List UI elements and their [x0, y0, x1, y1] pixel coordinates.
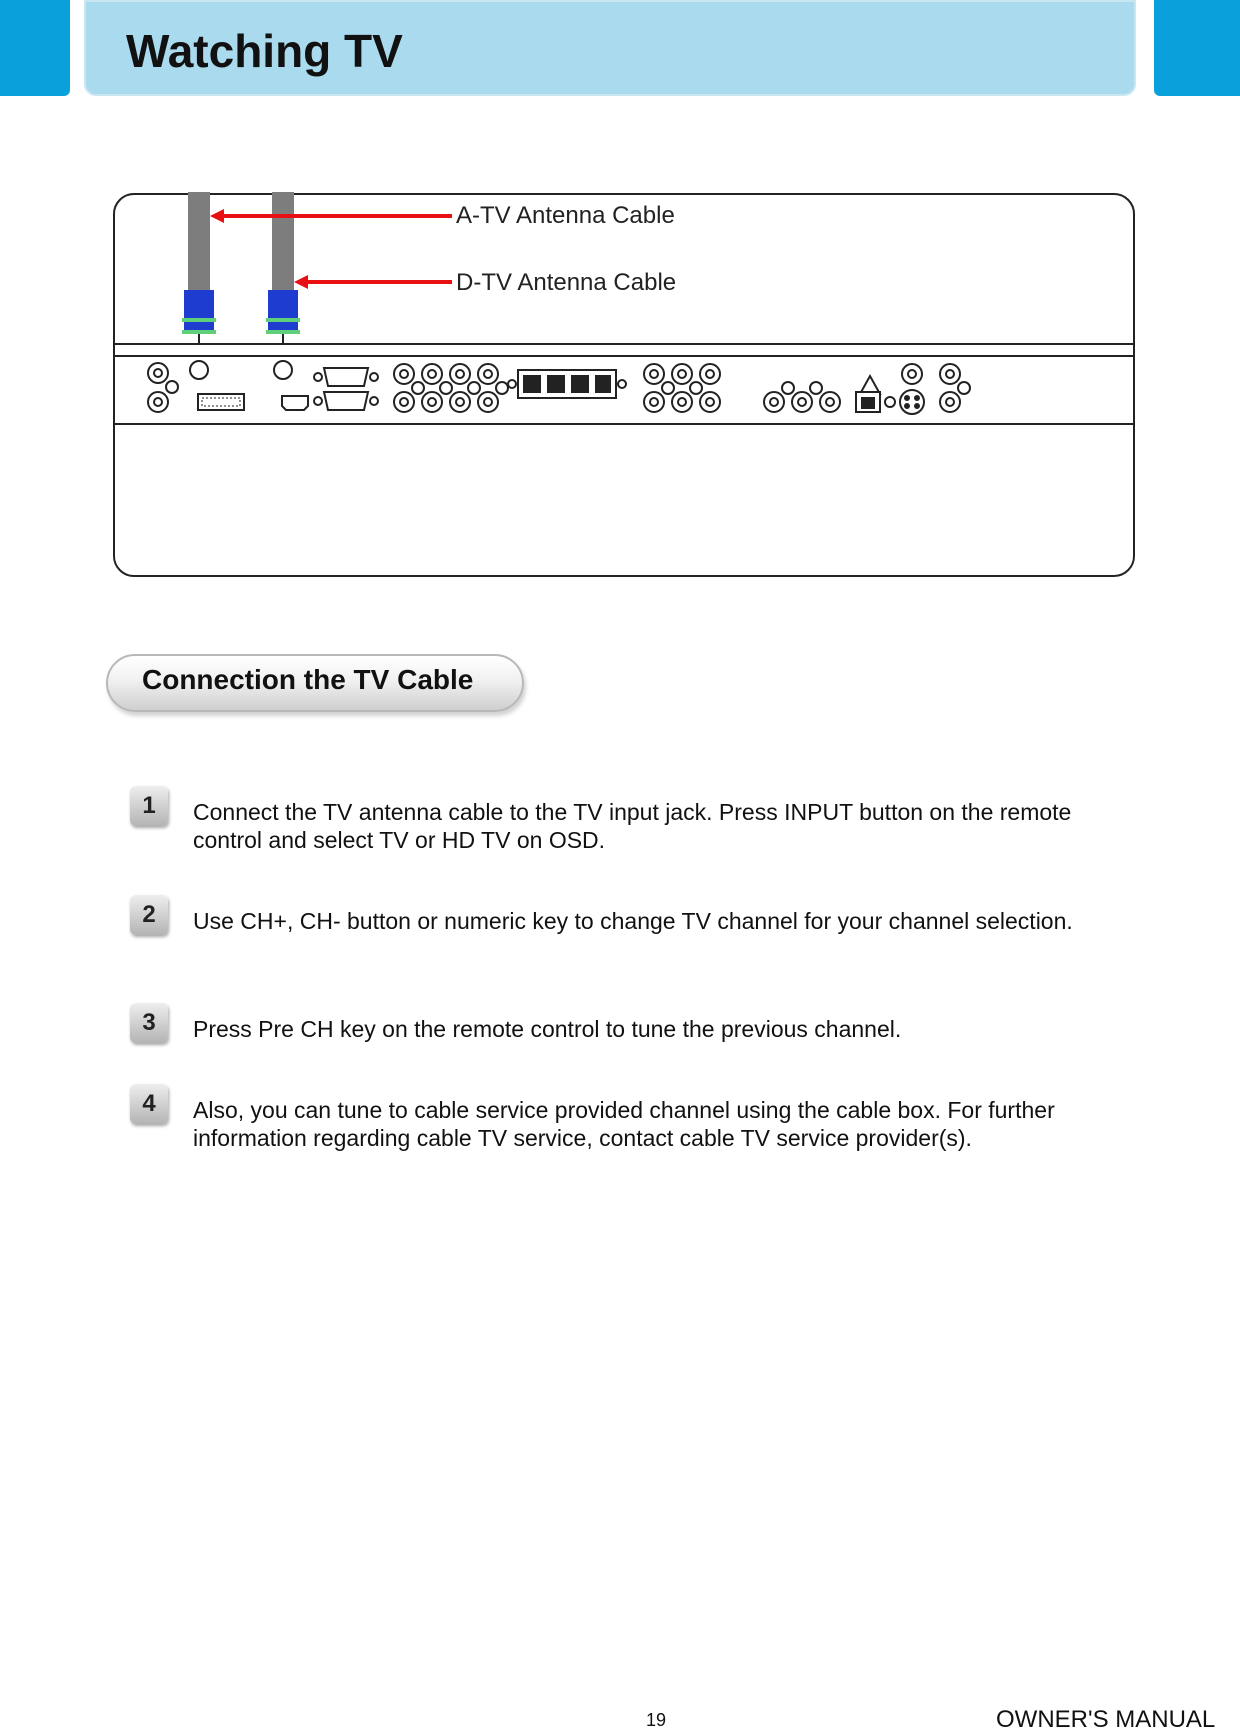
step-number-badge: 3	[130, 1003, 168, 1043]
step-number-badge: 2	[130, 895, 168, 935]
section-heading	[106, 654, 524, 712]
step-text: Connect the TV antenna cable to the TV input jack. Press INPUT button on the remote control and select TV or HD TV on OSD.	[193, 799, 1072, 853]
section-title: Connection the TV Cable	[142, 664, 474, 695]
header-left-tab	[0, 0, 70, 96]
a-tv-connector-ring	[182, 318, 216, 322]
step-number-badge: 1	[130, 786, 168, 826]
d-tv-cable-wire	[272, 192, 294, 290]
d-tv-label: D-TV Antenna Cable	[456, 269, 677, 296]
a-tv-connector-ring-2	[182, 330, 216, 334]
a-tv-connector	[184, 290, 214, 334]
step-text: Also, you can tune to cable service provided channel using the cable box. For further information regarding cable TV service, contact cable TV service provider(s).	[193, 1097, 1055, 1151]
d-tv-jack	[274, 361, 292, 379]
step-text: Press Pre CH key on the remote control to tune the previous channel.	[193, 1016, 902, 1042]
header-right-tab	[1154, 0, 1240, 96]
hdmi-port	[282, 396, 308, 410]
d-tv-connector-ring	[266, 318, 300, 322]
a-tv-label: A-TV Antenna Cable	[456, 202, 675, 229]
speaker-terminals	[508, 370, 626, 398]
a-tv-cable-wire	[188, 192, 210, 290]
step-number-badge: 4	[130, 1084, 168, 1124]
rear-panel-diagram	[112, 192, 1136, 578]
page-title: Watching TV	[126, 25, 403, 77]
d-tv-connector	[268, 290, 298, 334]
d-tv-connector-ring-2	[266, 330, 300, 334]
a-tv-jack	[190, 361, 208, 379]
header-bar	[84, 0, 1136, 96]
manual-label: OWNER'S MANUAL	[996, 1706, 1216, 1733]
step-text: Use CH+, CH- button or numeric key to change TV channel for your channel selection.	[193, 908, 1073, 934]
page-number: 19	[646, 1710, 667, 1730]
